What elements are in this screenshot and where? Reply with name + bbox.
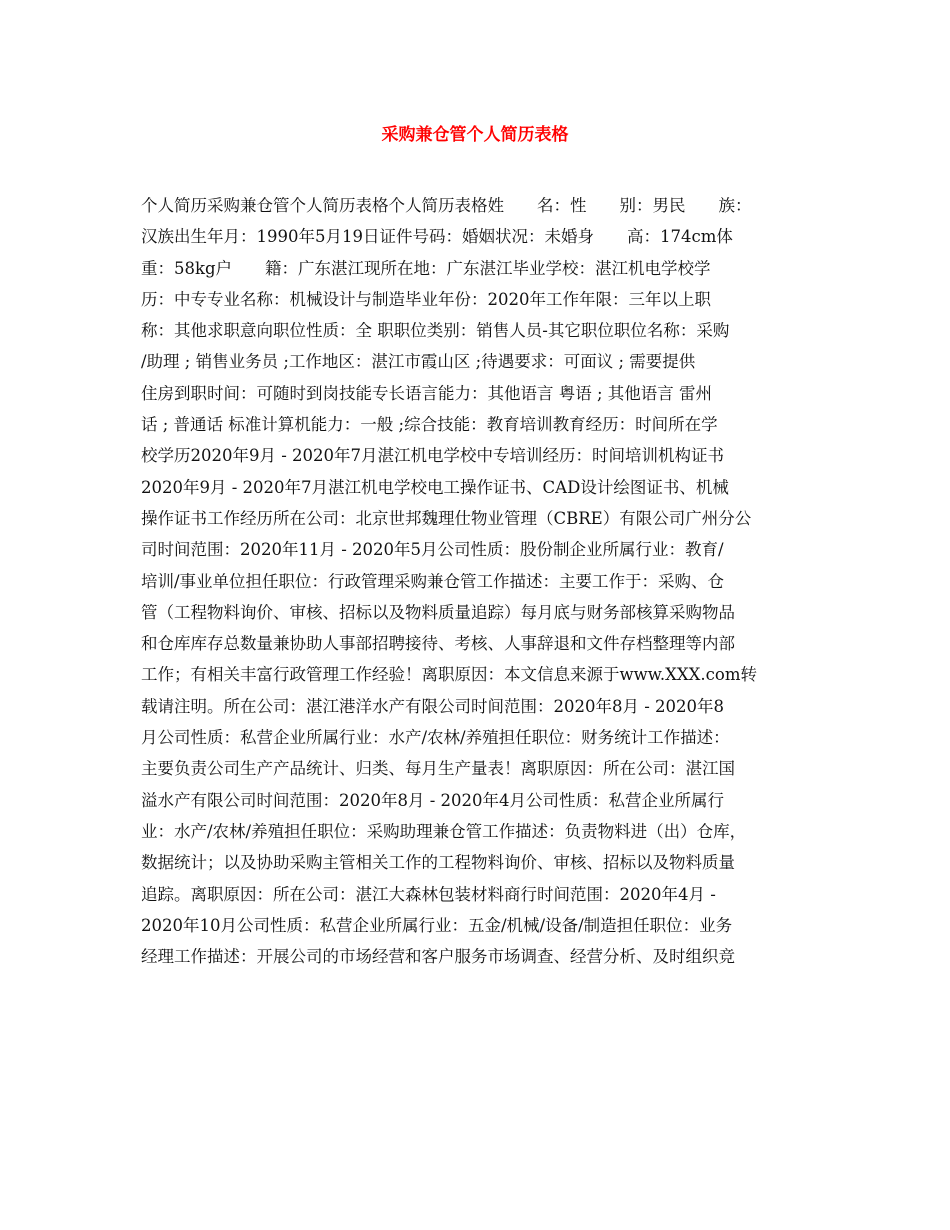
body-text-line: 校学历2020年9月 - 2020年7月湛江机电学校中专培训经历：时间培训机构证书 (141, 446, 725, 466)
body-text-line: 工作；有相关丰富行政管理工作经验！离职原因：本文信息来源于www.XXX.com转 (141, 665, 757, 685)
body-text-line: 话 ; 普通话 标准计算机能力：一般 ;综合技能：教育培训教育经历：时间所在学 (141, 415, 718, 435)
body-text-line: 历：中专专业名称：机械设计与制造毕业年份：2020年工作年限：三年以上职 (141, 289, 711, 309)
body-text-line: 月公司性质：私营企业所属行业：水产/农林/养殖担任职位：财务统计工作描述： (141, 728, 730, 748)
body-text-line: 操作证书工作经历所在公司：北京世邦魏理仕物业管理（CBRE）有限公司广州分公 (141, 508, 752, 528)
body-text-line: 经理工作描述：开展公司的市场经营和客户服务市场调查、经营分析、及时组织竞 (141, 947, 735, 967)
body-text-line: /助理 ; 销售业务员 ;工作地区：湛江市霞山区 ;待遇要求：可面议 ; 需要提供 (141, 352, 696, 372)
body-text-line: 溢水产有限公司时间范围：2020年8月 - 2020年4月公司性质：私营企业所属行 (141, 790, 725, 810)
body-text-line: 重：58kg户 籍：广东湛江现所在地：广东湛江毕业学校：湛江机电学校学 (141, 258, 711, 278)
body-text-line: 2020年10月公司性质：私营企业所属行业：五金/机械/设备/制造担任职位：业务 (141, 915, 733, 935)
body-text-line: 培训/事业单位担任职位：行政管理采购兼仓管工作描述：主要工作于：采购、仓 (141, 571, 725, 591)
body-text-line: 追踪。离职原因：所在公司：湛江大森林包装材料商行时间范围：2020年4月 - (141, 884, 716, 904)
body-text-line: 司时间范围：2020年11月 - 2020年5月公司性质：股份制企业所属行业：教育/ (141, 540, 724, 560)
body-text-line: 个人简历采购兼仓管个人简历表格个人简历表格姓 名：性 别：男民 族： (141, 196, 752, 215)
body-text-line: 2020年9月 - 2020年7月湛江机电学校电工操作证书、CAD设计绘图证书、机械 (141, 477, 729, 497)
body-text-line: 数据统计；以及协助采购主管相关工作的工程物料询价、审核、招标以及物料质量 (141, 853, 735, 873)
body-text-line: 住房到职时间：可随时到岗技能专长语言能力：其他语言 粤语 ; 其他语言 雷州 (141, 383, 713, 403)
body-text-line: 汉族出生年月：1990年5月19日证件号码：婚姻状况：未婚身 高：174cm体 (141, 227, 733, 247)
resume-body-text (141, 190, 831, 972)
body-text-line: 管（工程物料询价、审核、招标以及物料质量追踪）每月底与财务部核算采购物品 (141, 602, 735, 622)
body-text-line: 业：水产/农林/养殖担任职位：采购助理兼仓管工作描述：负责物料进（出）仓库， (141, 821, 747, 841)
body-text-line: 和仓库库存总数量兼协助人事部招聘接待、考核、人事辞退和文件存档整理等内部 (141, 634, 735, 654)
body-text-line: 称：其他求职意向职位性质：全 职职位类别：销售人员-其它职位职位名称：采购 (141, 321, 730, 341)
body-text-line: 主要负责公司生产产品统计、归类、每月生产量表！离职原因：所在公司：湛江国 (141, 759, 735, 779)
body-text-line: 载请注明。所在公司：湛江港洋水产有限公司时间范围：2020年8月 - 2020年8 (141, 696, 725, 716)
document-title: 采购兼仓管个人简历表格 (381, 125, 569, 145)
